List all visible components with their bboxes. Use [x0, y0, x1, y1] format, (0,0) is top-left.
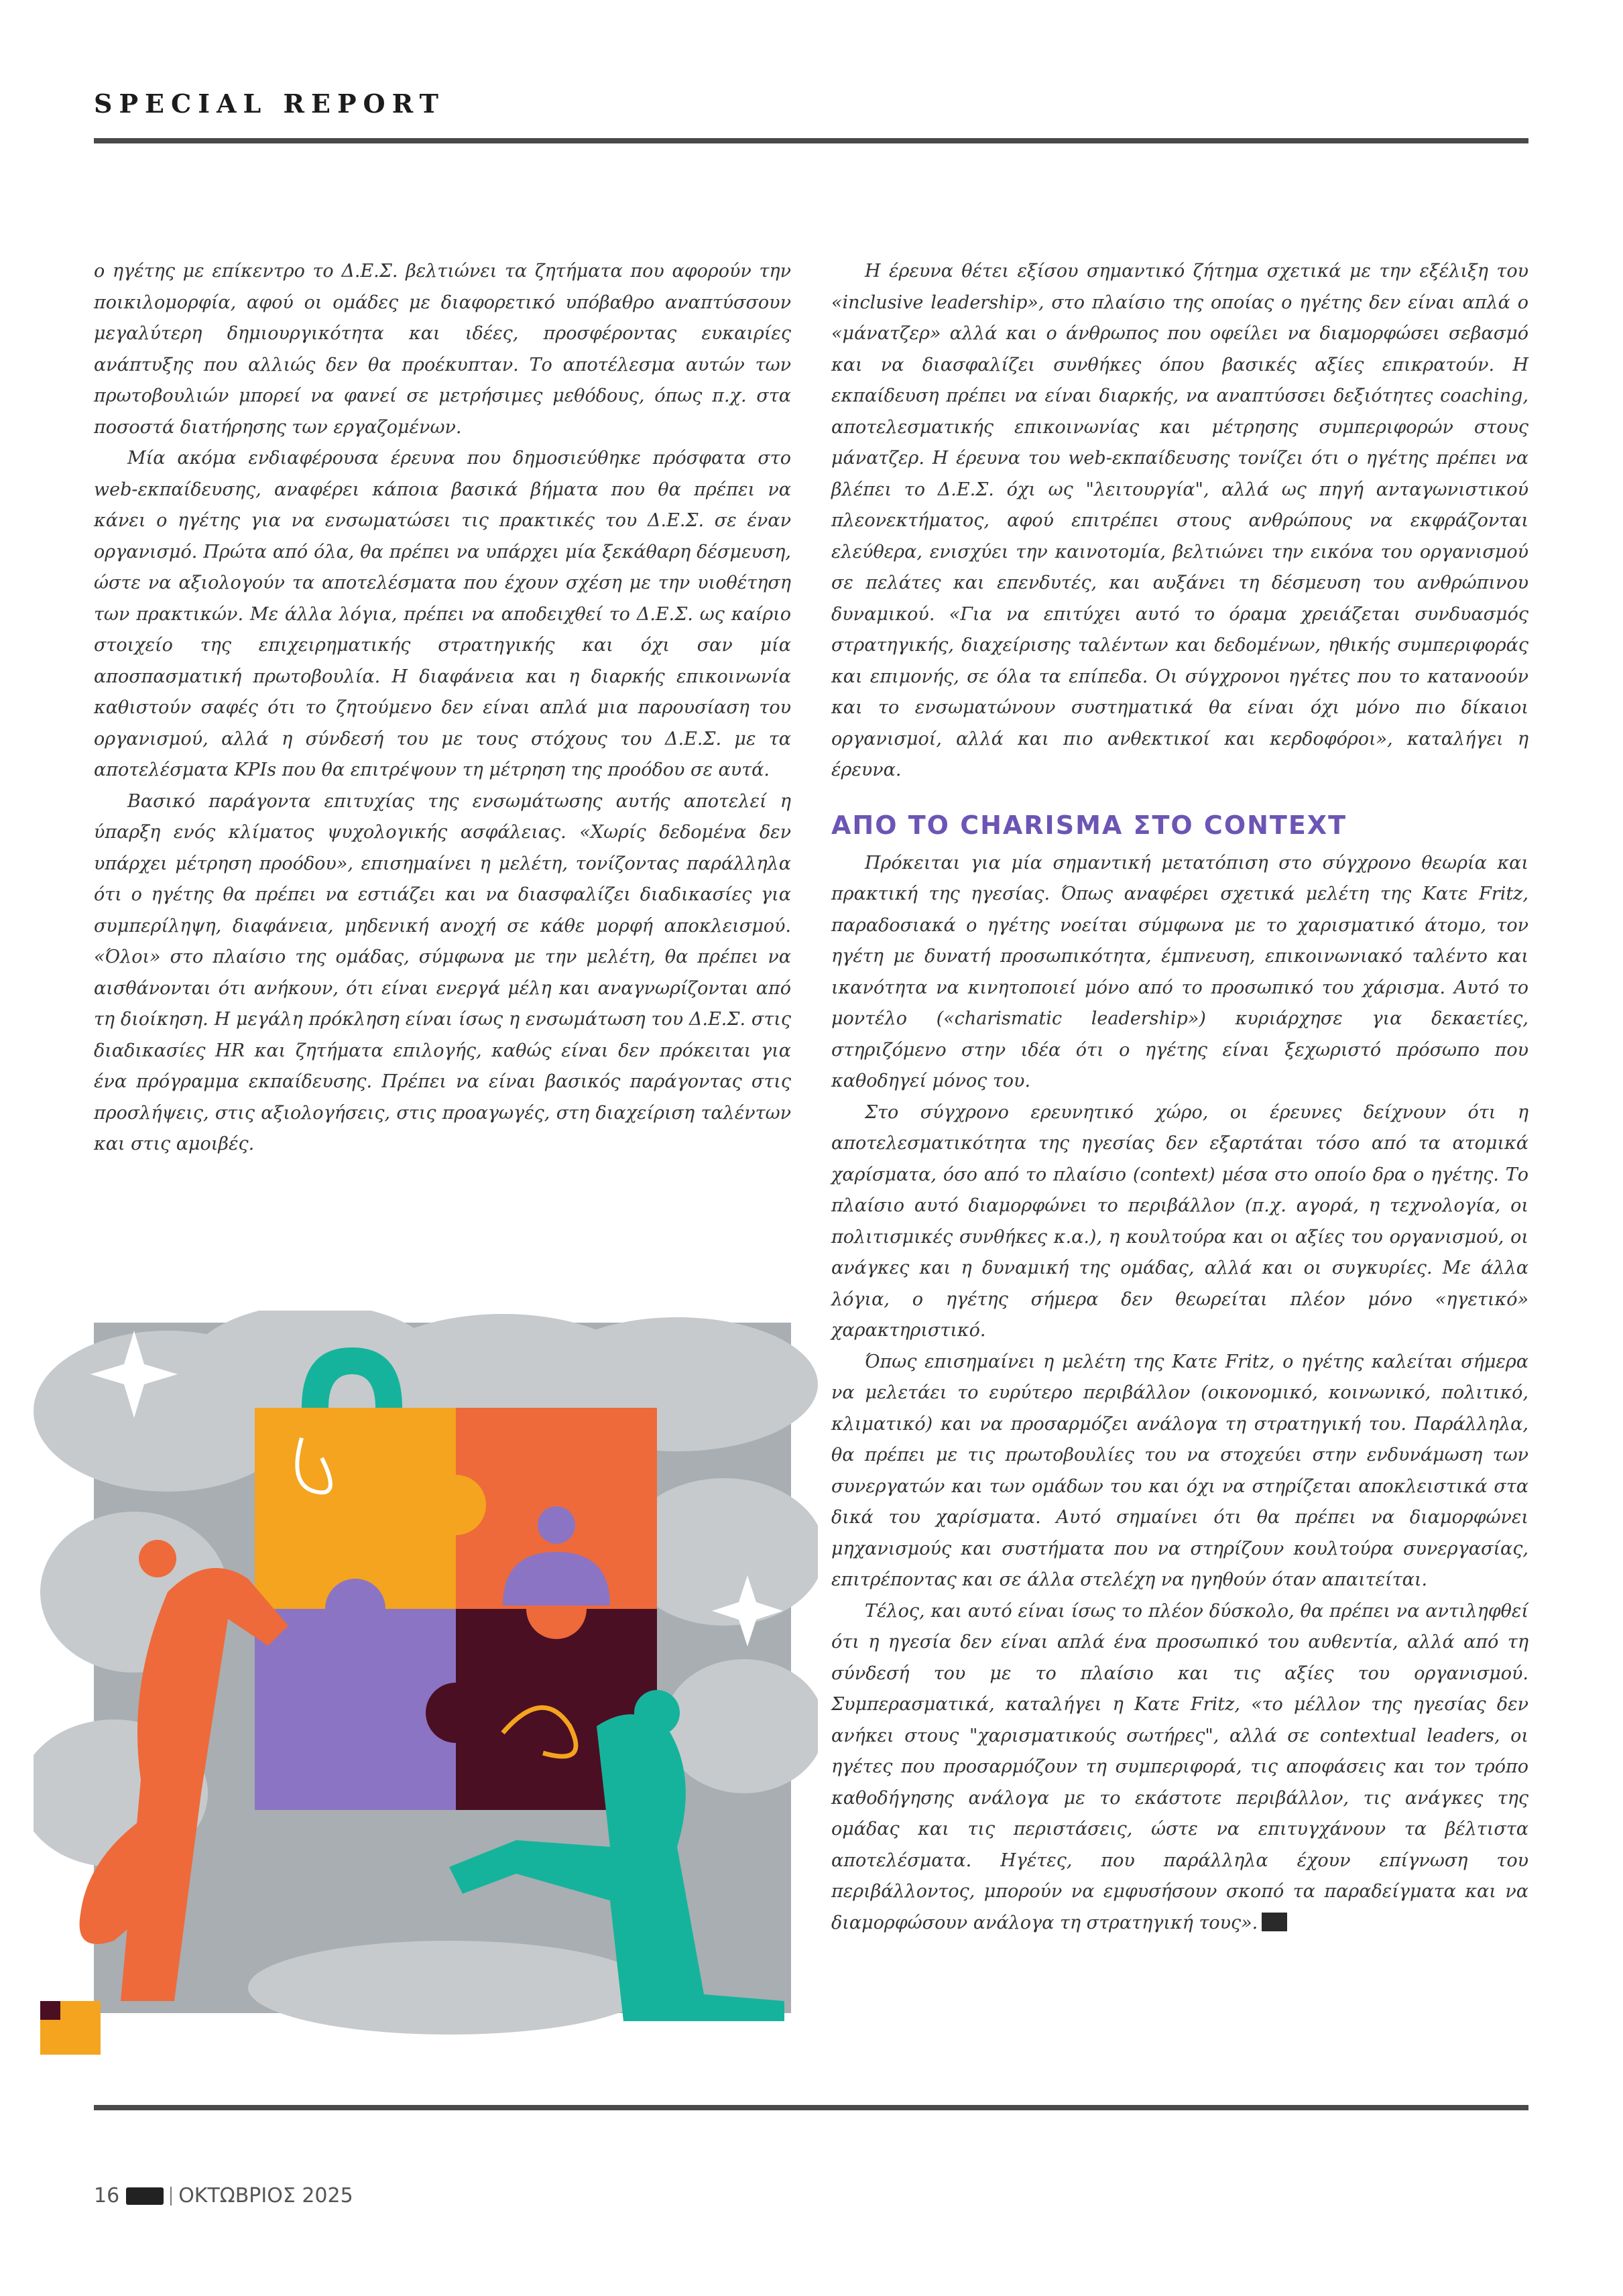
magazine-logo-icon: [126, 2187, 164, 2205]
issue-date: ΟΚΤΩΒΡΙΟΣ 2025: [178, 2184, 353, 2208]
footer-rule: [94, 2105, 1528, 2110]
left-column: [94, 256, 791, 1160]
article-end-icon: [1262, 1913, 1287, 1931]
right-column: [831, 256, 1528, 1939]
page-number: 16: [94, 2184, 120, 2208]
left-paragraph-1: ο ηγέτης με επίκεντρο το Δ.Ε.Σ. βελτιώνει τα ζητήματα που αφορούν την ποικιλομορφία, αφού οι ομάδες με διαφορετικό υπόβαθρο αναπτύσσουν μεγαλύτερη δημιουργικότητα και ιδέες, προσφέροντας ευκαιρίες ανάπτυξης που αλλιώς δεν θα προέκυπταν. Το αποτέλεσμα αυτών των πρωτοβουλιών μπορεί να φανεί σε μετρήσιμες μεθόδους, όπως π.χ. στα ποσοστά διατήρησης των εργαζομένων.: [94, 261, 791, 438]
section-heading: ΑΠΟ ΤΟ CHARISMA ΣΤΟ CONTEXT: [831, 810, 1347, 840]
right-paragraph-3: Στο σύγχρονο ερευνητικό χώρο, οι έρευνες δείχνουν ότι η αποτελεσματικότητα της ηγεσίας δεν εξαρτάται τόσο από τα ατομικά χαρίσματα, όσο από το πλαίσιο (context) μέσα στο οποίο δρα ο ηγέτης. Το πλαίσιο αυτό διαμορφώνει το περιβάλλον (π.χ. αγορά, η τεχνολογία, οι πολιτισμικές συνθήκες κ.α.), η κουλτούρα και οι αξίες του οργανισμού, οι ανάγκες και η δυναμική της ομάδας, αλλά και οι συγκυρίες. Με άλλα λόγια, ο ηγέτης σήμερα δεν θεωρείται πλέον μόνο «ηγετικό» χαρακτηριστικό.: [831, 1101, 1528, 1341]
puzzle-collaboration-illustration: [34, 1311, 818, 2061]
right-paragraph-4: Όπως επισημαίνει η μελέτη της Κατε Fritz, ο ηγέτης καλείται σήμερα να μελετάει το ευρύτερο περιβάλλον (οικονομικό, κοινωνικό, πολιτικό, κλιματικό) και να προσαρμόζει ανάλογα τη στρατηγική του. Παράλληλα, θα πρέπει με τις πρωτοβουλίες του να στοχεύει στην ενδυνάμωση των συνεργατών και των ομάδων του και όχι να στηρίζεται αποκλειστικά στα δικά του χαρίσματα. Αυτό σημαίνει ότι θα πρέπει να διαμορφώνει μηχανισμούς και συστήματα που να στηρίζουν κουλτούρα συνεργασίας, επιτρέποντας και σε άλλα στελέχη να ηγηθούν όταν απαιτείται.: [831, 1351, 1528, 1590]
header-rule: [94, 138, 1528, 143]
left-paragraph-3: Βασικό παράγοντα επιτυχίας της ενσωμάτωσης αυτής αποτελεί η ύπαρξη ενός κλίματος ψυχολογικής ασφάλειας. «Χωρίς δεδομένα δεν υπάρχει μέτρηση προόδου», επισημαίνει η μελέτη, τονίζοντας παράλληλα ότι ο ηγέτης θα πρέπει να εστιάζει και να διασφαλίζει διαδικασίες για συμπερίληψη, διαφάνεια, μηδενική ανοχή σε κάθε μορφή αποκλεισμού. «Όλοι» στο πλαίσιο της ομάδας, σύμφωνα με την μελέτη, θα πρέπει να αισθάνονται ότι ανήκουν, ότι είναι ενεργά μέλη και αναγνωρίζονται από τη διοίκηση. Η μεγάλη πρόκληση είναι ίσως η ενσωμάτωση του Δ.Ε.Σ. στις διαδικασίες HR και ζητήματα επιλογής, καθώς είναι δεν πρόκειται για ένα πρόγραμμα εκπαίδευσης. Πρέπει να είναι βασικός παράγοντας στις προσλήψεις, στις αξιολογήσεις, στις προαγωγές, στη διαχείριση ταλέντων και στις αμοιβές.: [94, 790, 791, 1154]
page-footer: [94, 2184, 353, 2208]
right-paragraph-5: Τέλος, και αυτό είναι ίσως το πλέον δύσκολο, θα πρέπει να αντιληφθεί ότι η ηγεσία δεν είναι απλά ένα προσωπικό του αυθεντία, αλλά από τη σύνδεσή του με το πλαίσιο και τις αξίες του οργανισμού. Συμπερασματικά, καταλήγει η Κατε Fritz, «το μέλλον της ηγεσίας δεν ανήκει στους "χαρισματικούς σωτήρες", αλλά σε contextual leaders, οι ηγέτες που προσαρμόζουν τη συμπεριφορά, τις αποφάσεις και τον τρόπο καθοδήγησης ανάλογα με το εκάστοτε περιβάλλον, τις ανάγκες της ομάδας και τις περιστάσεις, ώστε να επιτυγχάνουν τα βέλτιστα αποτελέσματα. Ηγέτες, που παράλληλα έχουν επίγνωση του περιβάλλοντος, μπορούν να εμφυσήσουν σκοπό τα παραδείγματα και να διαμορφώσουν ανάλογα τη στρατηγική τους».: [831, 1600, 1528, 1933]
right-paragraph-2: Πρόκειται για μία σημαντική μετατόπιση στο σύγχρονο θεωρία και πρακτική της ηγεσίας. Όπως αναφέρει σχετικά μελέτη της Κατε Fritz, παραδοσιακά ο ηγέτης νοείται σύμφωνα με το χαρισματικό άτομο, τον ηγέτη με δυνατή προσωπικότητα, έμπνευση, επικοινωνιακό ταλέντο και ικανότητα να κινητοποιεί μόνο από το προσωπικό του χάρισμα. Αυτό το μοντέλο («charismatic leadership») κυριάρχησε για δεκαετίες, στηριζόμενο στην ιδέα ότι ο ηγέτης είναι ξεχωριστό πρόσωπο που καθοδηγεί μόνος του.: [831, 852, 1528, 1091]
section-label: SPECIAL REPORT: [94, 88, 445, 119]
left-paragraph-2: Μία ακόμα ενδιαφέρουσα έρευνα που δημοσιεύθηκε πρόσφατα στο web-εκπαίδευσης, αναφέρει κάποια βασικά βήματα που θα πρέπει να κάνει ο ηγέτης για να ενσωματώσει τις πρακτικές του Δ.Ε.Σ. σε έναν οργανισμό. Πρώτα από όλα, θα πρέπει να υπάρχει μία ξεκάθαρη δέσμευση, ώστε να αξιολογούν τα αποτελέσματα που έχουν σχέση με την υιοθέτηση των πρακτικών. Με άλλα λόγια, πρέπει να αποδειχθεί το Δ.Ε.Σ. ως καίριο στοιχείο της επιχειρηματικής στρατηγικής και όχι σαν μία αποσπασματική πρωτοβουλία. Η διαφάνεια και η διαρκής επικοινωνία καθιστούν σαφές ότι το ζητούμενο δεν είναι απλά μια παρουσίαση του οργανισμού, αλλά η σύνδεσή του με τους στόχους του Δ.Ε.Σ. με τα αποτελέσματα KPIs που θα επιτρέψουν τη μέτρηση της προόδου σε αυτά.: [94, 448, 791, 780]
footer-divider: [170, 2187, 172, 2206]
right-paragraph-1: Η έρευνα θέτει εξίσου σημαντικό ζήτημα σχετικά με την εξέλιξη του «inclusive leadership», στο πλαίσιο της οποίας ο ηγέτης δεν είναι απλά ο «μάνατζερ» αλλά και ο άνθρωπος που οφείλει να διαμορφώσει σεβασμό και να διασφαλίζει συνθήκες όπου βασικές αξίες επικρατούν. Η εκπαίδευση πρέπει να είναι διαρκής, να αναπτύσσει δεξιότητες coaching, αποτελεσματικής επικοινωνίας και μέτρησης συμπεριφορών στους μάνατζερ. Η έρευνα του web-εκπαίδευσης τονίζει ότι ο ηγέτης πρέπει να βλέπει το Δ.Ε.Σ. όχι ως "λειτουργία", αλλά ως πηγή ανταγωνιστικού πλεονεκτήματος, αφού επιτρέπει στους ανθρώπους να εκφράζονται ελεύθερα, ενισχύει την καινοτομία, βελτιώνει την εικόνα του οργανισμού σε πελάτες και επενδυτές, και αυξάνει τη δέσμευση του ανθρώπινου δυναμικού. «Για να επιτύχει αυτό το όραμα χρειάζεται συνδυασμός στρατηγικής, διαχείρισης ταλέντων και δεδομένων, ηθικής συμπεριφοράς και επιμονής, σε όλα τα επίπεδα. Οι σύγχρονοι ηγέτες που το κατανοούν και το ενσωματώνουν συστηματικά θα είναι όχι μόνο πιο δίκαιοι οργανισμοί, αλλά και πιο ανθεκτικοί και κερδοφόροι», καταλήγει η έρευνα.: [831, 261, 1528, 780]
